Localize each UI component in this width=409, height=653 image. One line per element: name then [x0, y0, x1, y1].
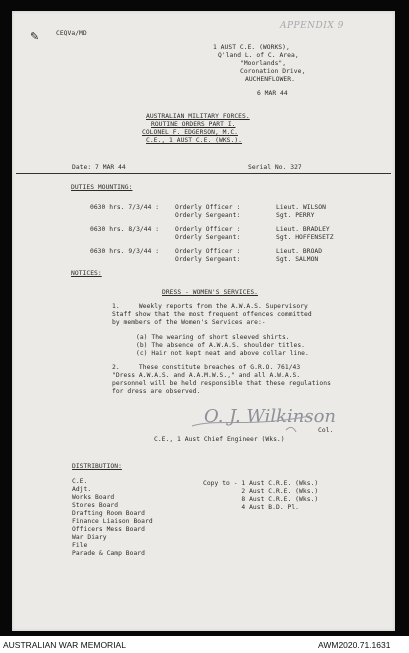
paragraph-line: 2. These constitute breaches of G.R.O. 761/43 [112, 364, 301, 371]
footer-accession-number: AWM2020.71.1631 [318, 640, 391, 650]
list-item: Stores Board [72, 502, 119, 509]
list-item: (b) The absence of A.W.A.S. shoulder titles. [136, 342, 306, 349]
list-item: 4 Aust B.D. Pl. [203, 504, 300, 511]
duty-sergeant-name: Sgt. HOFFENSETZ [276, 234, 334, 241]
list-item: Finance Liaison Board [72, 518, 153, 525]
list-item: Parade & Camp Board [72, 550, 145, 557]
notice-title: DRESS - WOMEN'S SERVICES. [162, 289, 259, 296]
heading-line: COLONEL F. EDGERSON, M.C. [142, 129, 239, 136]
serial-line: Serial No. 327 [248, 164, 302, 171]
svg-text:O. J. Wilkinson: O. J. Wilkinson [204, 406, 337, 427]
list-item: Drafting Room Board [72, 510, 145, 517]
list-item: (a) The wearing of short sleeved shirts. [136, 334, 290, 341]
distribution-heading: DISTRIBUTION: [72, 463, 122, 470]
heading-line: C.E., 1 AUST C.E. (WKS.). [146, 137, 243, 144]
list-item: Adjt. [72, 486, 92, 493]
footer-institution: AUSTRALIAN WAR MEMORIAL [3, 640, 126, 650]
duty-officer-label: Orderly Officer : [175, 204, 241, 211]
list-item: 2 Aust C.R.E. (Wks.) [203, 488, 319, 495]
duty-officer-label: Orderly Officer : [175, 226, 241, 233]
list-item: Copy to - 1 Aust C.R.E. (Wks.) [203, 480, 319, 487]
address-line: "Moorlands", [240, 60, 287, 67]
duty-time: 0630 hrs. 7/3/44 : [90, 204, 160, 211]
duty-sergeant-name: Sgt. PERRY [276, 212, 315, 219]
heading-line: AUSTRALIAN MILITARY FORCES. [146, 113, 250, 120]
address-line: Q'land L. of C. Area, [218, 52, 299, 59]
address-line: AUCHENFLOWER. [245, 76, 295, 83]
pin-icon: ✎ [30, 30, 40, 43]
duty-officer-name: Lieut. BROAD [276, 248, 323, 255]
duty-officer-label: Orderly Officer : [175, 248, 241, 255]
paragraph-line: by members of the Women's Services are:- [112, 319, 266, 326]
appendix-annotation: APPENDIX 9 [280, 21, 344, 31]
duty-time: 0630 hrs. 9/3/44 : [90, 248, 160, 255]
list-item: 8 Aust C.R.E. (Wks.) [203, 496, 319, 503]
duty-sergeant-label: Orderly Sergeant: [175, 234, 241, 241]
divider [16, 173, 391, 174]
duty-officer-name: Lieut. BRADLEY [276, 226, 330, 233]
date-line: Date: 7 MAR 44 [72, 164, 126, 171]
paragraph-line: personnel will be held responsible that these regulations [112, 380, 331, 387]
letter-date: 6 MAR 44 [257, 90, 288, 97]
duty-sergeant-name: Sgt. SALMON [276, 256, 319, 263]
signature-title: C.E., 1 Aust Chief Engineer (Wks.) [154, 436, 285, 443]
list-item: (c) Hair not kept neat and above collar line. [136, 350, 309, 357]
list-item: File [72, 542, 88, 549]
duty-sergeant-label: Orderly Sergeant: [175, 256, 241, 263]
paragraph-line: for dress are observed. [112, 388, 201, 395]
paragraph-line: "Dress A.W.A.S. and A.A.M.W.S.," and all A.W.A.S. [112, 372, 301, 379]
paragraph-line: Staff show that the most frequent offences committed [112, 311, 312, 318]
duty-sergeant-label: Orderly Sergeant: [175, 212, 241, 219]
address-line: 1 AUST C.E. (WORKS), [213, 44, 290, 51]
duties-heading: DUTIES MOUNTING: [71, 184, 133, 191]
list-item: Officers Mess Board [72, 526, 145, 533]
list-item: Works Board [72, 494, 115, 501]
list-item: War Diary [72, 534, 107, 541]
address-line: Coronation Drive, [240, 68, 306, 75]
heading-line: ROUTINE ORDERS PART I. [151, 121, 236, 128]
reference-code: CEQVa/MD [56, 30, 87, 37]
list-item: C.E. [72, 478, 88, 485]
col-label: Col. [318, 427, 334, 434]
duty-time: 0630 hrs. 8/3/44 : [90, 226, 160, 233]
duty-officer-name: Lieut. WILSON [276, 204, 326, 211]
paragraph-line: 1. Weekly reports from the A.W.A.S. Supervisory [112, 303, 308, 310]
notices-heading: NOTICES: [71, 270, 102, 277]
